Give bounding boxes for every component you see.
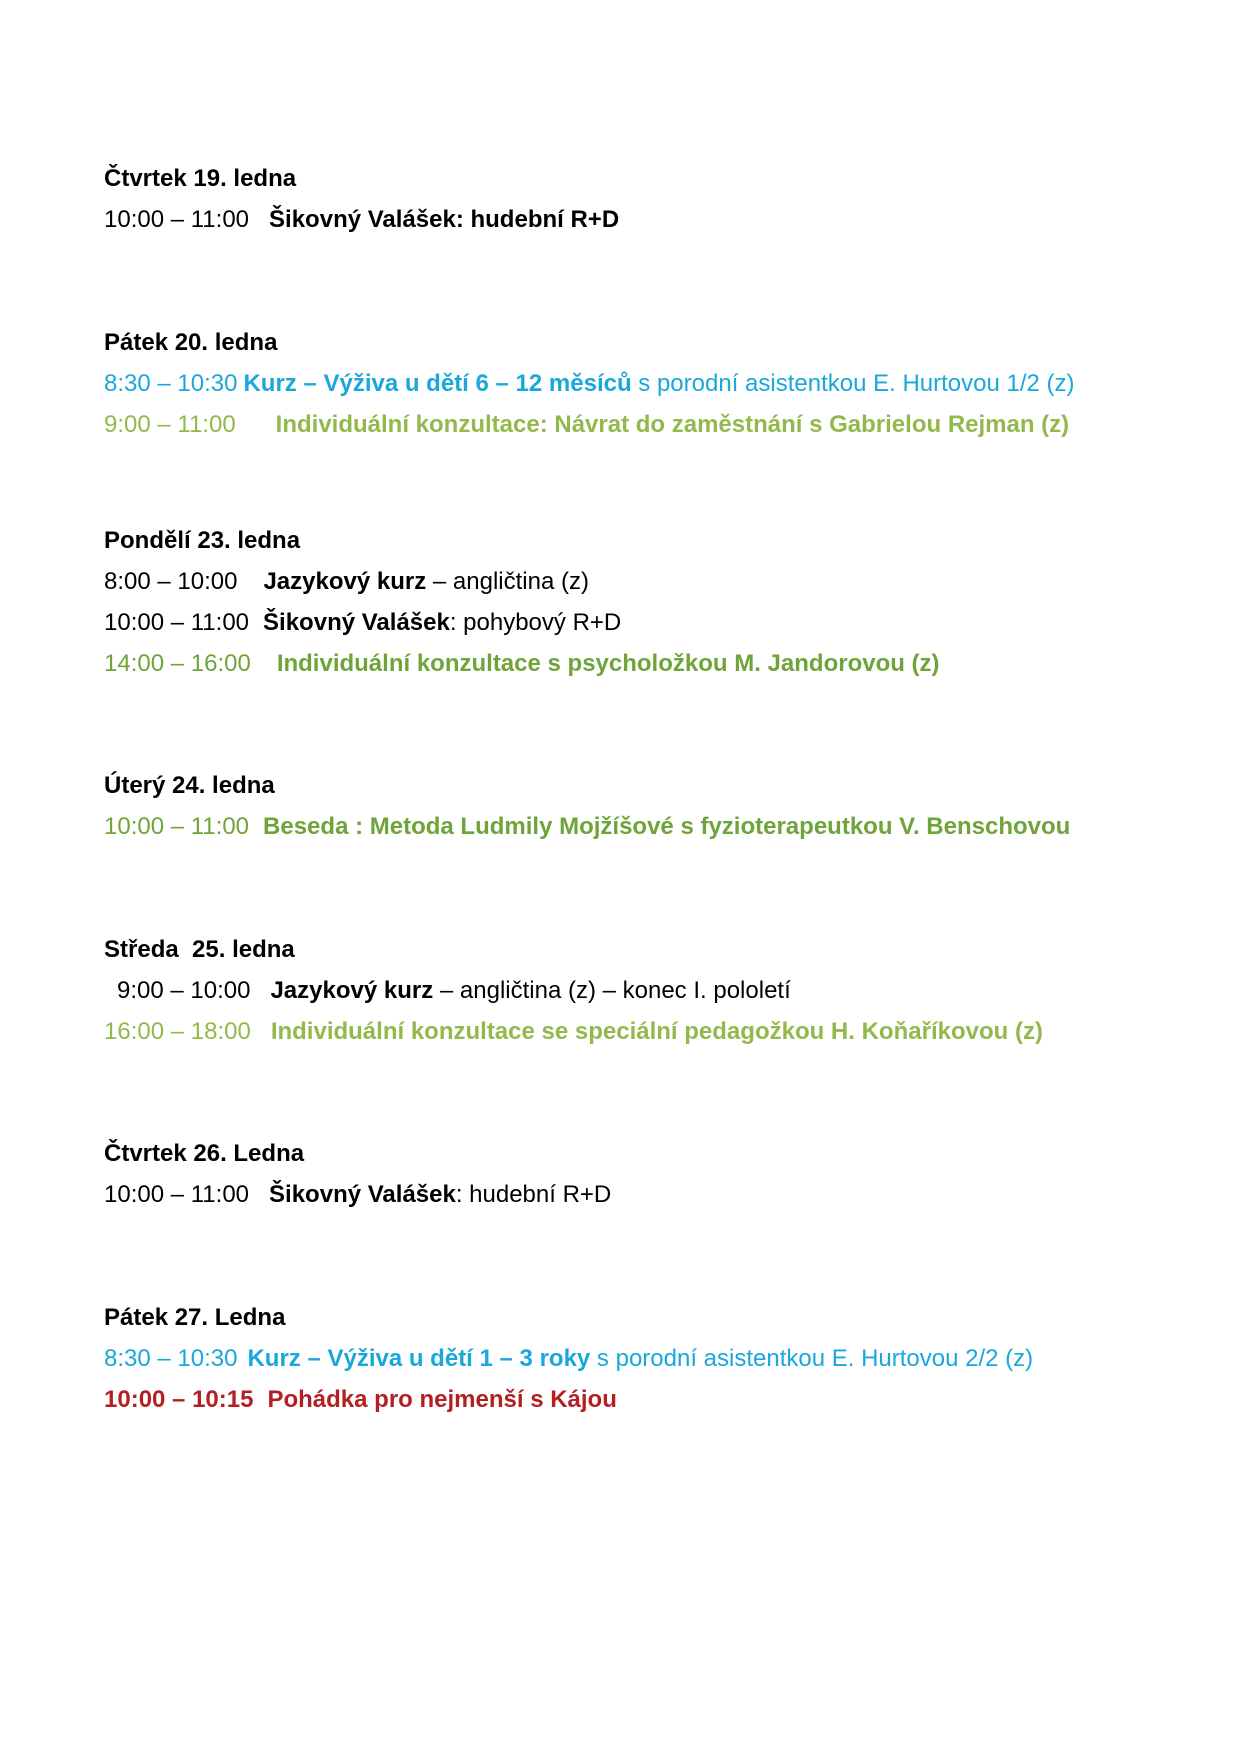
day-block — [104, 1297, 1194, 1420]
event-time: 9:00 – 11:00 — [104, 411, 236, 438]
event-time: 10:00 – 11:00 — [104, 813, 250, 840]
day-block — [104, 322, 1194, 445]
event-details: s porodní asistentkou E. Hurtovou 1/2 (z) — [631, 370, 1075, 397]
day-block — [104, 929, 1194, 1052]
day-heading: Pátek 27. Ledna — [104, 1304, 286, 1331]
event-line — [104, 199, 1194, 240]
event-time: 10:00 – 10:15 — [104, 1386, 254, 1413]
event-line — [104, 1174, 1194, 1215]
event-title: Šikovný Valášek — [269, 1181, 456, 1208]
event-line — [104, 1338, 1194, 1379]
event-title: Šikovný Valášek: hudební R+D — [269, 206, 620, 233]
event-time: 8:30 – 10:30 — [104, 1345, 238, 1372]
event-title: Individuální konzultace: Návrat do zaměstnání s Gabrielou Rejman (z) — [275, 411, 1070, 438]
day-heading: Úterý 24. ledna — [104, 772, 275, 799]
event-title: Kurz – Výživa u dětí 1 – 3 roky — [247, 1345, 591, 1372]
event-line — [104, 363, 1194, 404]
event-details: : hudební R+D — [455, 1181, 612, 1208]
day-heading: Pátek 20. ledna — [104, 329, 278, 356]
event-time: 16:00 – 18:00 — [104, 1018, 251, 1045]
event-details: – angličtina (z) – konec I. pololetí — [433, 977, 791, 1004]
event-line — [104, 970, 1194, 1011]
event-line — [104, 1379, 1194, 1420]
day-heading: Pondělí 23. ledna — [104, 527, 301, 554]
event-title: Beseda : Metoda Ludmily Mojžíšové s fyzioterapeutkou V. Benschovou — [263, 813, 1071, 840]
event-time: 10:00 – 11:00 — [104, 206, 250, 233]
event-time: 10:00 – 11:00 — [104, 609, 250, 636]
event-details: s porodní asistentkou E. Hurtovou 2/2 (z) — [590, 1345, 1034, 1372]
day-block — [104, 765, 1194, 847]
event-details: – angličtina (z) — [426, 568, 589, 595]
event-time: 8:30 – 10:30 — [104, 370, 238, 397]
event-line — [104, 404, 1194, 445]
event-title: Individuální konzultace se speciální pedagožkou H. Koňaříkovou (z) — [270, 1018, 1043, 1045]
day-block — [104, 520, 1194, 684]
event-line — [104, 806, 1194, 847]
event-line — [104, 561, 1194, 602]
event-time: 10:00 – 11:00 — [104, 1181, 250, 1208]
event-title: Individuální konzultace s psycholožkou M. Jandorovou (z) — [276, 650, 940, 677]
day-heading: Čtvrtek 19. ledna — [104, 165, 297, 192]
event-details: : pohybový R+D — [449, 609, 622, 636]
event-title: Kurz – Výživa u dětí 6 – 12 měsíců — [243, 370, 632, 397]
event-time: 8:00 – 10:00 — [104, 568, 238, 595]
day-heading: Středa 25. ledna — [104, 936, 295, 963]
event-line — [104, 643, 1194, 684]
event-line — [104, 602, 1194, 643]
event-title: Jazykový kurz — [263, 568, 427, 595]
event-line — [104, 1011, 1194, 1052]
event-time: 9:00 – 10:00 — [117, 977, 251, 1004]
day-block — [104, 1133, 1194, 1215]
event-title: Šikovný Valášek — [263, 609, 450, 636]
day-block — [104, 158, 1194, 240]
event-title: Pohádka pro nejmenší s Kájou — [267, 1386, 617, 1413]
day-heading: Čtvrtek 26. Ledna — [104, 1140, 305, 1167]
event-title: Jazykový kurz — [270, 977, 434, 1004]
event-time: 14:00 – 16:00 — [104, 650, 251, 677]
